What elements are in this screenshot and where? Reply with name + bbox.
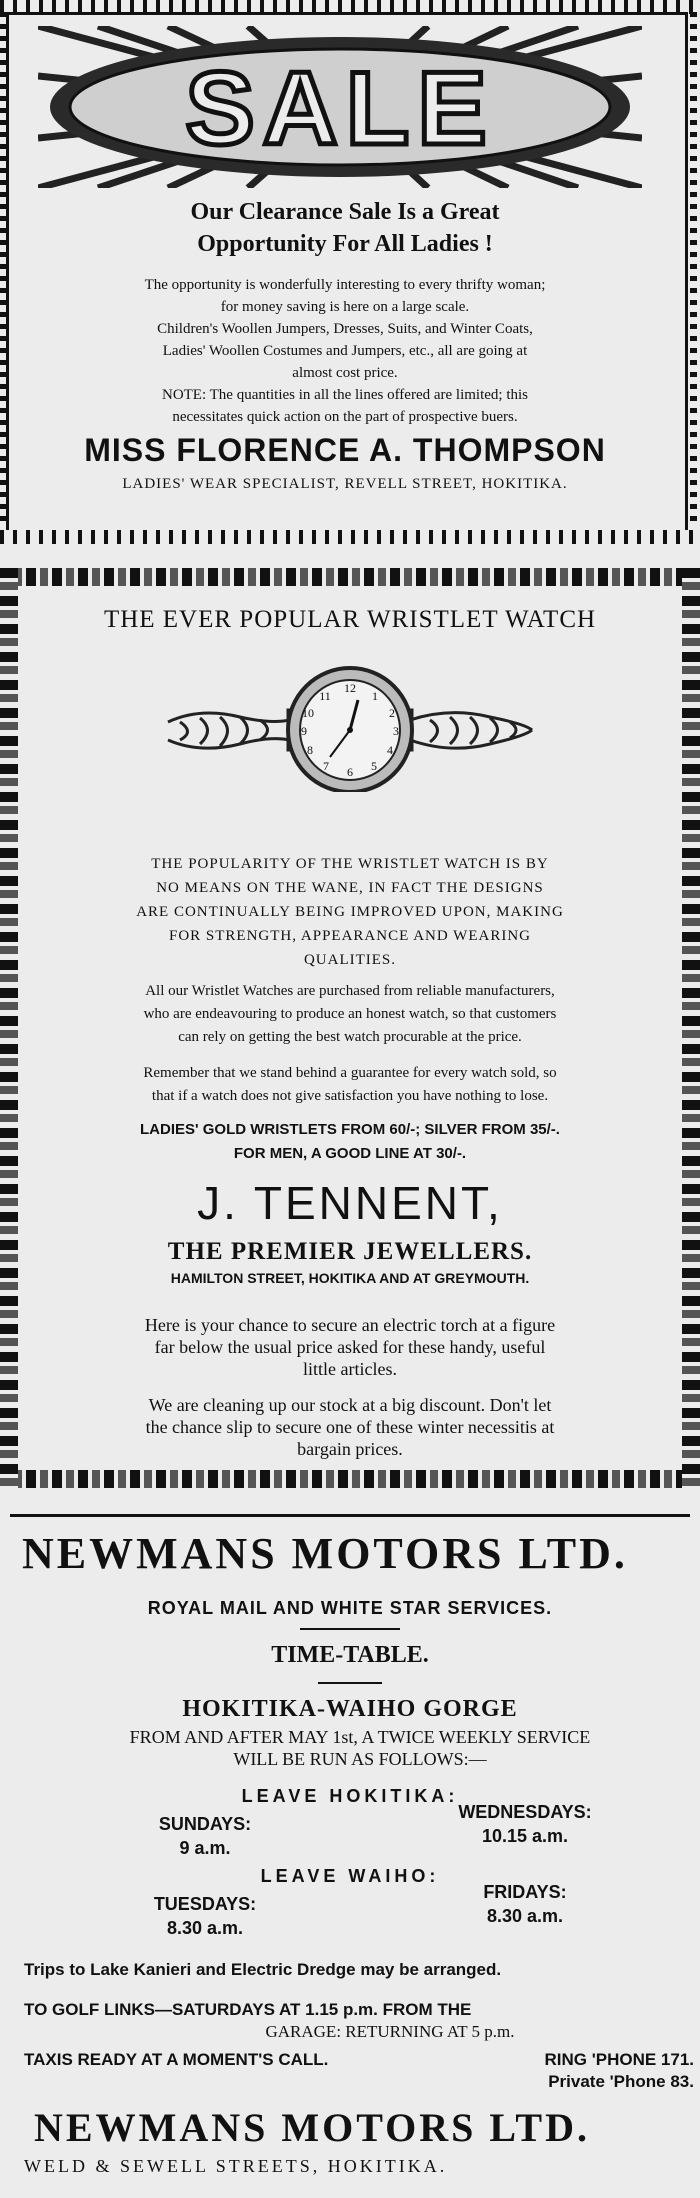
golf-links-note [24, 2000, 694, 2020]
svg-text:6: 6 [347, 765, 353, 779]
taxis-note: TAXIS READY AT A MOMENT'S CALL. [24, 2050, 329, 2069]
ornamental-border-left [0, 568, 18, 1488]
clear-line-3: bargain prices. [297, 1439, 403, 1459]
sale-advertisement [0, 0, 700, 556]
sale-headline [40, 196, 650, 260]
jeweller-address: HAMILTON STREET, HOKITIKA AND AT GREYMOUTH. [170, 1270, 530, 1286]
lead-line-3: ARE CONTINUALLY BEING IMPROVED UPON, MAKING [136, 904, 564, 920]
svg-text:5: 5 [371, 759, 377, 773]
prices-line-1: LADIES' GOLD WRISTLETS FROM 60/-; SILVER FROM 35/-. [140, 1121, 560, 1138]
body-line-5: almost cost price. [292, 365, 398, 381]
friday-departure [430, 1880, 620, 1928]
services-line: ROYAL MAIL AND WHITE STAR SERVICES. [147, 1598, 553, 1618]
ornamental-border-right [682, 568, 700, 1488]
footer-company-name: NEWMANS MOTORS LTD. [34, 2105, 590, 2150]
advertiser-name: MISS FLORENCE A. THOMPSON [84, 432, 606, 468]
body-line-2: for money saving is here on a large scale. [220, 299, 470, 315]
top-rule [10, 1514, 690, 1517]
wednesday-departure [420, 1800, 630, 1848]
trips-note: Trips to Lake Kanieri and Electric Dredge may be arranged. [24, 1960, 502, 1979]
para1-line-2: who are endeavouring to produce an honest watch, so that customers [143, 1006, 557, 1022]
para1-line-1: All our Wristlet Watches are purchased from reliable manufacturers, [145, 983, 555, 999]
service-intro [20, 1726, 700, 1770]
advertiser-address: LADIES' WEAR SPECIALIST, REVELL STREET, HOKITIKA. [122, 476, 568, 492]
svg-text:11: 11 [319, 689, 331, 703]
jeweller-name: J. TENNENT, [197, 1177, 503, 1229]
friday-label: FRIDAYS: [483, 1882, 567, 1902]
timetable-heading: TIME-TABLE. [271, 1642, 429, 1668]
golf-line-2: GARAGE: RETURNING AT 5 p.m. [265, 2022, 515, 2041]
para2-line-1: Remember that we stand behind a guarantee for every watch sold, so [143, 1065, 557, 1081]
private-phone: Private 'Phone 83. [548, 2072, 694, 2091]
svg-text:2: 2 [389, 706, 395, 720]
leave-waiho-heading: LEAVE WAIHO: [260, 1866, 440, 1886]
sunday-time: 9 a.m. [179, 1838, 231, 1858]
tuesday-time: 8.30 a.m. [166, 1918, 244, 1938]
ornamental-border-bottom [0, 1470, 700, 1488]
watch-paragraph-2 [40, 1062, 660, 1108]
golf-line-1: TO GOLF LINKS—SATURDAYS AT 1.15 p.m. FROM THE [24, 2000, 472, 2019]
wednesday-time: 10.15 a.m. [481, 1826, 569, 1846]
sunday-label: SUNDAYS: [158, 1814, 252, 1834]
watch-lead [40, 852, 660, 972]
torch-line-3: little articles. [303, 1359, 397, 1379]
body-line-1: The opportunity is wonderfully interesting to every thrifty woman; [144, 277, 546, 293]
watch-paragraph-1 [40, 980, 660, 1049]
jeweller-subtitle: THE PREMIER JEWELLERS. [167, 1238, 533, 1265]
footer-address: WELD & SEWELL STREETS, HOKITIKA. [24, 2156, 448, 2176]
intro-line-1: FROM AND AFTER MAY 1st, A TWICE WEEKLY SERVICE [129, 1727, 591, 1747]
watch-title: THE EVER POPULAR WRISTLET WATCH [103, 606, 597, 633]
route-heading: HOKITIKA-WAIHO GORGE [182, 1696, 518, 1722]
clear-line-2: the chance slip to secure one of these winter necessitis at [145, 1417, 555, 1437]
svg-text:1: 1 [372, 689, 378, 703]
svg-text:4: 4 [387, 743, 393, 757]
divider [300, 1628, 400, 1630]
sale-banner-graphic [38, 26, 642, 188]
prices-line-2: FOR MEN, A GOOD LINE AT 30/-. [233, 1145, 467, 1162]
headline-line-2: Opportunity For All Ladies ! [197, 231, 493, 257]
note-line-2: necessitates quick action on the part of prospective buers. [172, 409, 518, 425]
note-line-1: NOTE: The quantities in all the lines offered are limited; this [161, 387, 529, 403]
para2-line-2: that if a watch does not give satisfaction you have nothing to lose. [151, 1088, 549, 1104]
body-line-3: Children's Woollen Jumpers, Dresses, Suits, and Winter Coats, [157, 321, 533, 337]
torch-line-1: Here is your chance to secure an electric torch at a figure [144, 1315, 556, 1335]
friday-time: 8.30 a.m. [486, 1906, 564, 1926]
leave-hokitika-heading: LEAVE HOKITIKA: [241, 1786, 459, 1806]
svg-text:10: 10 [302, 706, 314, 720]
tuesday-departure [110, 1892, 300, 1940]
ring-phone: RING 'PHONE 171. [544, 2050, 694, 2069]
clearance-offer [40, 1394, 660, 1460]
company-name: NEWMANS MOTORS LTD. [22, 1529, 628, 1578]
body-line-4: Ladies' Woollen Costumes and Jumpers, etc., all are going at [162, 343, 528, 359]
svg-text:12: 12 [344, 681, 356, 695]
watch-advertisement [0, 568, 700, 1488]
clear-line-1: We are cleaning up our stock at a big discount. Don't let [148, 1395, 552, 1415]
svg-text:3: 3 [393, 724, 399, 738]
divider [318, 1682, 382, 1684]
bottom-border [0, 530, 700, 544]
sale-body [40, 274, 650, 428]
lead-line-4: FOR STRENGTH, APPEARANCE AND WEARING [168, 928, 531, 944]
sunday-departure [110, 1812, 300, 1860]
svg-text:7: 7 [323, 759, 329, 773]
torch-line-2: far below the usual price asked for these handy, useful [154, 1337, 546, 1357]
wednesday-label: WEDNESDAYS: [458, 1802, 592, 1822]
headline-line-1: Our Clearance Sale Is a Great [190, 199, 500, 225]
lead-line-5: QUALITIES. [303, 952, 397, 968]
tuesday-label: TUESDAYS: [153, 1894, 257, 1914]
watch-prices [40, 1118, 660, 1166]
svg-text:9: 9 [301, 724, 307, 738]
lead-line-1: THE POPULARITY OF THE WRISTLET WATCH IS BY [151, 856, 549, 872]
svg-text:8: 8 [307, 743, 313, 757]
wristlet-watch-illustration [160, 662, 540, 792]
intro-line-2: WILL BE RUN AS FOLLOWS:— [233, 1749, 487, 1769]
right-border [690, 12, 697, 527]
ornamental-border-top [0, 568, 700, 586]
torch-offer [40, 1314, 660, 1380]
lead-line-2: NO MEANS ON THE WANE, IN FACT THE DESIGNS [156, 880, 544, 896]
sale-word: SALE [185, 51, 495, 167]
para1-line-3: can rely on getting the best watch procurable at the price. [178, 1029, 522, 1045]
motors-advertisement [0, 1500, 700, 2198]
